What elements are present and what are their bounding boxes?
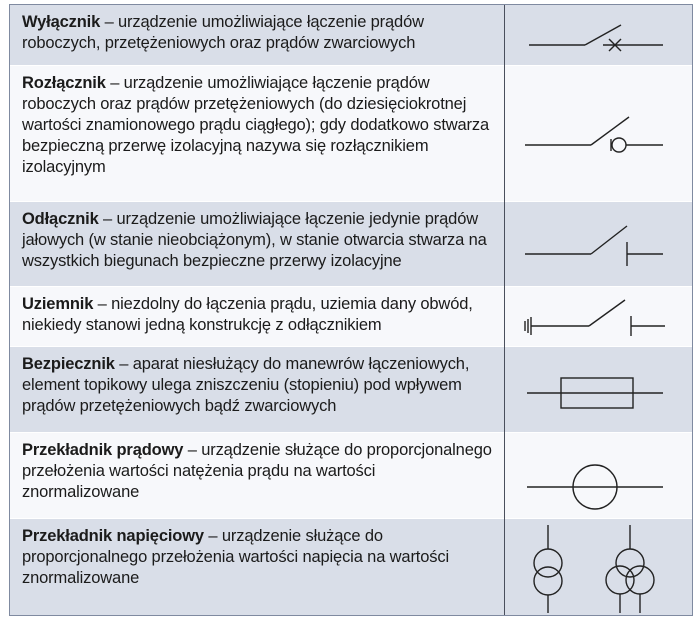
row-text: – urządzenie umożliwiające łączenie jedynie prądów jałowych (w stanie nieobciążonym), w stanie otwarcia stwarza na wszystkich biegunach bezpieczne przerwy izolacyjne bbox=[22, 210, 487, 270]
row-description bbox=[22, 209, 492, 272]
row-description bbox=[22, 294, 492, 336]
row-text: – urządzenie służące do proporcjonalnego przełożenia wartości natężenia prądu na wartości znormalizowane bbox=[22, 441, 492, 501]
row-description bbox=[22, 354, 492, 417]
row-text: – urządzenie umożliwiające łączenie prądów roboczych oraz prądów przetężeniowych (do dziesięciokrotnej wartości znamionowego prądu ciągłego); gdy dodatkowo stwarza bezpieczną przerwę izolacyjną nazywa się rozłącznikiem izolacyjnym bbox=[22, 74, 490, 176]
row-description bbox=[22, 73, 492, 178]
fuse-symbol bbox=[505, 347, 692, 433]
circuit-breaker-symbol bbox=[505, 5, 692, 66]
row-text: – aparat niesłużący do manewrów łączeniowych, element topikowy ulega zniszczeniu (stopieniu) pod wpływem prądów przetężeniowych bądź zwarciowych bbox=[22, 355, 470, 415]
row-text: – urządzenie umożliwiające łączenie prądów roboczych, przetężeniowych oraz prądów zwarciowych bbox=[22, 13, 424, 52]
row-description bbox=[22, 526, 492, 589]
voltage-transformer-symbol bbox=[505, 519, 692, 615]
switch-disconnector-symbol bbox=[505, 66, 692, 202]
row-term: Przekładnik napięciowy bbox=[22, 527, 204, 545]
row-description bbox=[22, 12, 492, 54]
current-transformer-symbol bbox=[505, 433, 692, 519]
row-term: Odłącznik bbox=[22, 210, 99, 228]
row-description bbox=[22, 440, 492, 503]
symbols-table bbox=[9, 4, 693, 616]
row-term: Rozłącznik bbox=[22, 74, 106, 92]
row-text: – urządzenie służące do proporcjonalnego przełożenia wartości napięcia na wartości znormalizowane bbox=[22, 527, 449, 587]
row-term: Wyłącznik bbox=[22, 13, 101, 31]
row-term: Uziemnik bbox=[22, 295, 94, 313]
disconnector-symbol bbox=[505, 202, 692, 287]
row-text: – niezdolny do łączenia prądu, uziemia dany obwód, niekiedy stanowi jedną konstrukcję z odłącznikiem bbox=[22, 295, 473, 334]
earthing-switch-symbol bbox=[505, 287, 692, 347]
row-term: Bezpiecznik bbox=[22, 355, 115, 373]
row-term: Przekładnik prądowy bbox=[22, 441, 184, 459]
